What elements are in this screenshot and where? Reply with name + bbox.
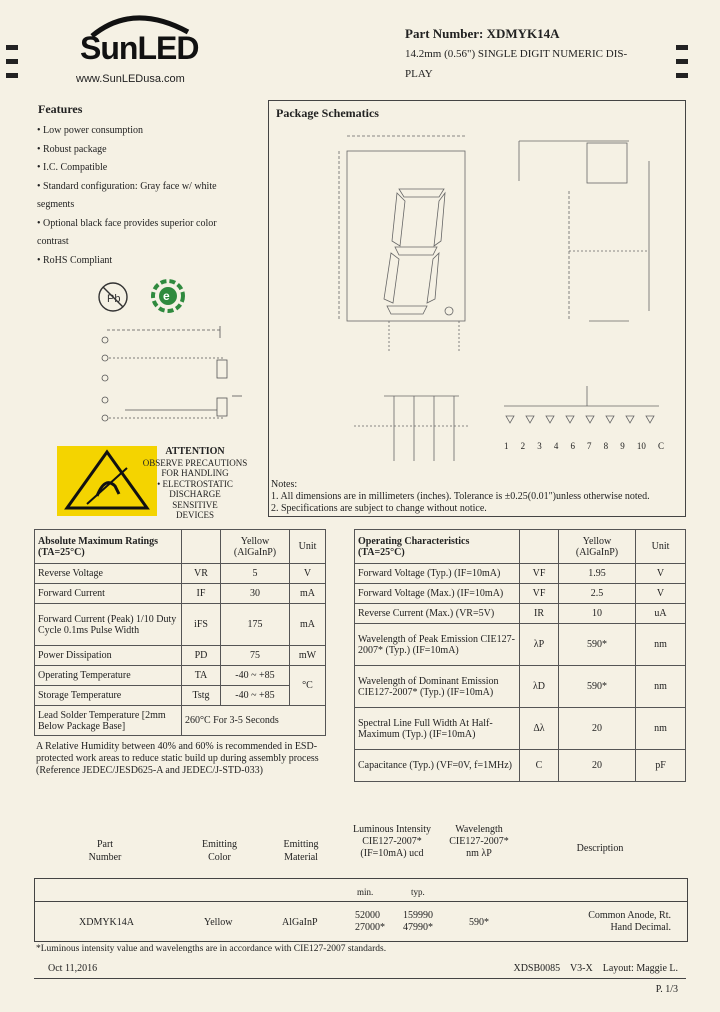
- schematic-drawing: [269, 121, 685, 476]
- left-pin-drawing: [95, 318, 265, 433]
- parts-row-color: Yellow: [204, 917, 233, 928]
- feature-item: • Robust package: [37, 143, 107, 155]
- parts-row-min2: 27000*: [355, 922, 385, 933]
- package-schematics-box: [268, 100, 686, 517]
- attention-title: ATTENTION: [165, 446, 225, 457]
- table-row: Reverse Voltage VR 5 V: [35, 564, 326, 584]
- table-row: Wavelength of Dominant Emission CIE127-2007* (Typ.) (IF=10mA) λD 590* nm: [355, 666, 686, 708]
- parts-table: [34, 878, 688, 942]
- part-number-title: Part Number: XDMYK14A: [405, 26, 560, 41]
- attention-line: DISCHARGE: [169, 489, 221, 499]
- abs-max-header-color: Yellow (AlGaInP): [221, 530, 290, 564]
- pin-number: 3: [537, 441, 542, 451]
- table-row: Wavelength of Peak Emission CIE127-2007* (Typ.) (IF=10mA) λP 590* nm: [355, 624, 686, 666]
- feature-item: • I.C. Compatible: [37, 162, 108, 173]
- notes-title: Notes:: [271, 479, 298, 490]
- svg-text:e: e: [163, 289, 170, 303]
- schematic-notes: [271, 479, 683, 515]
- attention-line: DEVICES: [176, 510, 214, 520]
- parts-row-min1: 52000: [355, 910, 380, 921]
- abs-max-header: Absolute Maximum Ratings (TA=25°C): [35, 530, 182, 564]
- footer-page-number: P. 1/3: [655, 984, 678, 995]
- right-sidebar-bars: [676, 45, 688, 87]
- left-sidebar-bars: [6, 45, 18, 87]
- parts-header-part-number: Part Number: [88, 839, 122, 863]
- pin-number: 2: [520, 441, 526, 451]
- parts-header-emitting-material: Emitting Material: [283, 839, 319, 863]
- attention-line: OBSERVE PRECAUTIONS: [142, 457, 248, 468]
- parts-header-emitting-color: Emitting Color: [202, 839, 237, 863]
- svg-text:Pb: Pb: [107, 293, 121, 305]
- op-char-header-symbol: [520, 530, 559, 564]
- pin-number: 6: [570, 441, 575, 451]
- pin-number: C: [657, 441, 664, 451]
- rohs-icon: [150, 278, 186, 314]
- feature-item: segments: [37, 199, 75, 210]
- table-row: Forward Current IF 30 mA: [35, 584, 326, 604]
- table-row: Spectral Line Full Width At Half-Maximum (Typ.) (IF=10mA) Δλ 20 nm: [355, 708, 686, 750]
- part-description-line2: PLAY: [405, 68, 433, 80]
- attention-line: SENSITIVE: [172, 499, 218, 510]
- schematics-title: Package Schematics: [276, 106, 379, 120]
- op-char-header-unit: Unit: [636, 530, 686, 564]
- parts-sub-typ: typ.: [411, 887, 425, 897]
- note-2: 2. Specifications are subject to change without notice.: [271, 503, 487, 514]
- footer-date: Oct 11,2016: [48, 963, 98, 974]
- logo-text: SunLED: [80, 30, 199, 66]
- table-row: Reverse Current (Max.) (VR=5V) IR 10 uA: [355, 604, 686, 624]
- absolute-max-ratings-table: [34, 529, 326, 736]
- parts-header-luminous-intensity: Luminous Intensity CIE127-2007* (IF=10mA) ucd: [352, 824, 432, 859]
- parts-footnote: *Luminous intensity value and wavelengths are in accordance with CIE127-2007 standards.: [36, 944, 387, 954]
- parts-table-divider: [35, 901, 687, 902]
- operating-characteristics-table: [354, 529, 686, 782]
- feature-item: • RoHS Compliant: [37, 254, 113, 266]
- parts-sub-min: min.: [357, 887, 374, 897]
- table-row: Forward Voltage (Max.) (IF=10mA) VF 2.5 V: [355, 584, 686, 604]
- parts-row-typ1: 159990: [403, 910, 433, 921]
- attention-line: • ELECTROSTATIC: [157, 478, 233, 489]
- pin-number: 1: [504, 441, 509, 451]
- pin-number: 4: [553, 441, 559, 451]
- op-char-header-color: Yellow (AlGaInP): [559, 530, 636, 564]
- attention-block: [135, 447, 255, 521]
- feature-item: • Low power consumption: [37, 125, 143, 136]
- table-row: Power Dissipation PD 75 mW: [35, 646, 326, 666]
- pin-number: 9: [620, 441, 625, 451]
- parts-header-description: Description: [576, 843, 624, 854]
- feature-item: • Standard configuration: Gray face w/ white: [37, 180, 217, 192]
- humidity-note: A Relative Humidity between 40% and 60% is recommended in ESD-protected work areas to reduce static build up during assembly process (Reference JEDEC/JESD625-A and JEDEC/J-STD-033): [36, 741, 319, 776]
- website-link[interactable]: www.SunLEDusa.com: [76, 73, 185, 85]
- parts-row-wavelength: 590*: [469, 917, 489, 928]
- feature-item: contrast: [37, 236, 69, 247]
- features-list: [37, 122, 257, 270]
- table-row: Lead Solder Temperature [2mm Below Package Base] 260°C For 3-5 Seconds: [35, 706, 326, 736]
- abs-max-header-symbol: [182, 530, 221, 564]
- parts-header-wavelength: Wavelength CIE127-2007* nm λP: [449, 824, 509, 859]
- op-char-header: Operating Characteristics (TA=25°C): [355, 530, 520, 564]
- table-row: Storage Temperature Tstg -40 ~ +85: [35, 686, 326, 706]
- parts-row-description: Common Anode, Rt. Hand Decimal.: [588, 910, 671, 933]
- table-row: Operating Temperature TA -40 ~ +85 °C: [35, 666, 326, 686]
- pin-number: 8: [603, 441, 609, 451]
- footer-doc-info: XDSB0085 V3-X Layout: Maggie L.: [513, 963, 678, 974]
- table-row: Forward Voltage (Typ.) (IF=10mA) VF 1.95 V: [355, 564, 686, 584]
- abs-max-header-unit: Unit: [290, 530, 326, 564]
- pin-number: 7: [587, 441, 592, 451]
- note-1: 1. All dimensions are in millimeters (inches). Tolerance is ±0.25(0.01")unless otherwise noted.: [271, 491, 650, 502]
- attention-line: FOR HANDLING: [161, 468, 229, 478]
- pb-free-icon: [96, 280, 130, 314]
- pin-number: 10: [636, 441, 646, 451]
- features-title: Features: [38, 102, 83, 116]
- table-row: Forward Current (Peak) 1/10 Duty Cycle 0.1ms Pulse Width iFS 175 mA: [35, 604, 326, 646]
- footer-divider: [34, 978, 686, 979]
- parts-row-material: AlGaInP: [282, 917, 318, 928]
- pin-number-row: [504, 441, 664, 451]
- feature-item: • Optional black face provides superior color: [37, 217, 217, 229]
- parts-row-part: XDMYK14A: [79, 917, 134, 928]
- table-row: Capacitance (Typ.) (VF=0V, f=1MHz) C 20 pF: [355, 750, 686, 782]
- parts-row-typ2: 47990*: [403, 922, 433, 933]
- part-description-line1: 14.2mm (0.56") SINGLE DIGIT NUMERIC DIS-: [405, 48, 628, 60]
